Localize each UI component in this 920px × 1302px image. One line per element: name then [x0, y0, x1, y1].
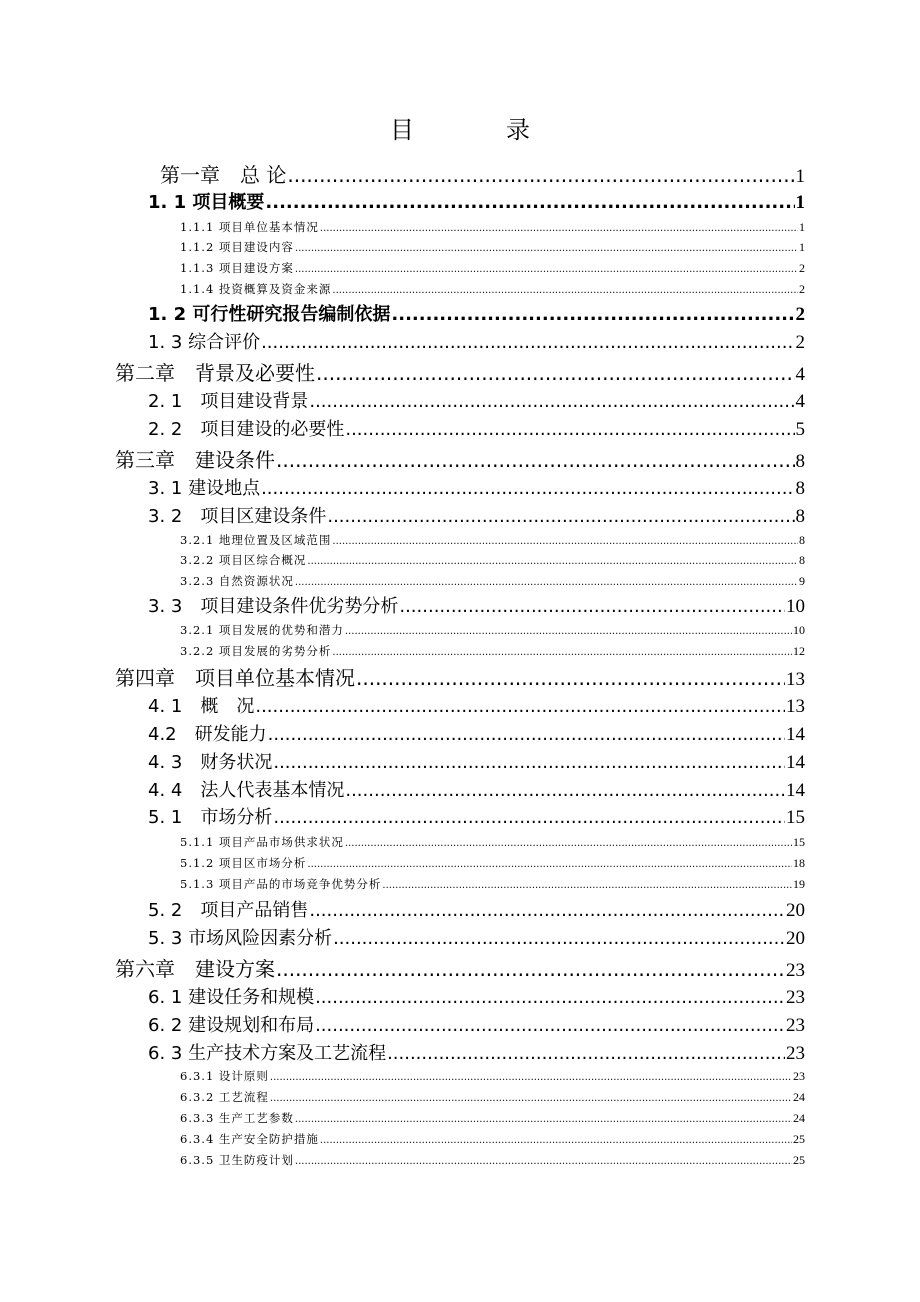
toc-leader-dots [320, 1132, 792, 1148]
toc-entry[interactable] [180, 621, 805, 639]
toc-entry-label: 6.3.1 设计原则 [180, 1069, 269, 1083]
toc-page-number: 15 [786, 807, 805, 828]
toc-leader-dots [316, 360, 795, 386]
toc-entry-label: 3. 3 项目建设条件优劣势分析 [148, 596, 399, 617]
toc-entry-label: 1.1.2 项目建设内容 [180, 240, 294, 254]
toc-leader-dots [309, 390, 794, 414]
toc-entry[interactable] [115, 665, 805, 691]
toc-entry[interactable] [180, 833, 805, 851]
toc-leader-dots [345, 835, 792, 851]
toc-page-number: 23 [793, 1069, 805, 1083]
toc-page-number: 25 [793, 1153, 805, 1167]
toc-page-number: 19 [793, 877, 805, 891]
toc-entry-label: 6. 2 建设规划和布局 [148, 1015, 315, 1036]
toc-leader-dots [295, 574, 798, 590]
toc-entry-label: 1.1.3 项目建设方案 [180, 261, 294, 275]
toc-leader-dots [307, 553, 798, 569]
toc-page-number: 1 [795, 166, 805, 187]
toc-entry[interactable] [148, 695, 805, 719]
toc-leader-dots [268, 723, 785, 747]
toc-entry[interactable] [148, 927, 805, 951]
toc-entry-label: 4. 4 法人代表基本情况 [148, 780, 345, 801]
toc-page-number: 8 [795, 478, 805, 499]
toc-page-number: 14 [786, 780, 805, 801]
toc-entry[interactable] [148, 751, 805, 775]
toc-page-number: 9 [799, 574, 805, 588]
toc-entry-label: 1.1.1 项目单位基本情况 [180, 220, 319, 234]
toc-page-number: 14 [786, 724, 805, 745]
toc-leader-dots [399, 595, 785, 619]
toc-entry[interactable] [180, 531, 805, 549]
toc-entry[interactable] [180, 280, 805, 298]
toc-page-number: 12 [793, 644, 805, 658]
toc-leader-dots [382, 877, 792, 893]
toc-page-number: 10 [793, 623, 805, 637]
toc-entry-label: 3. 2 项目区建设条件 [148, 506, 327, 527]
toc-page-number: 14 [786, 752, 805, 773]
toc-leader-dots [287, 162, 794, 188]
toc-entry-label: 6.3.2 工艺流程 [180, 1090, 269, 1104]
toc-entry[interactable] [115, 360, 805, 386]
toc-entry-label: 1. 1 项目概要 [148, 192, 265, 213]
toc-entry[interactable] [148, 303, 805, 327]
toc-page-number: 2 [799, 261, 805, 275]
toc-page-number: 24 [793, 1090, 805, 1104]
toc-page-number: 1 [799, 220, 805, 234]
toc-entry-label: 5. 1 市场分析 [148, 807, 273, 828]
toc-leader-dots [276, 956, 785, 982]
toc-leader-dots [295, 1153, 792, 1169]
toc-leader-dots [391, 303, 794, 327]
toc-entry[interactable] [180, 551, 805, 569]
toc-page-number: 4 [795, 364, 805, 385]
toc-leader-dots [307, 856, 792, 872]
toc-page-number: 23 [786, 1043, 805, 1064]
toc-entry-label: 4. 1 概 况 [148, 696, 255, 717]
toc-entry-label: 5. 3 市场风险因素分析 [148, 928, 333, 949]
toc-leader-dots [332, 282, 798, 298]
toc-entry-label: 6. 1 建设任务和规模 [148, 987, 315, 1008]
toc-leader-dots [270, 1090, 792, 1106]
toc-page-number: 8 [795, 451, 805, 472]
toc-entry[interactable] [180, 259, 805, 277]
toc-entry-label: 第三章 建设条件 [115, 448, 275, 472]
toc-entry-label: 6.3.3 生产工艺参数 [180, 1111, 294, 1125]
toc-entry-label: 3. 1 建设地点 [148, 478, 261, 499]
toc-entry[interactable] [180, 1088, 805, 1106]
toc-page-number: 20 [786, 900, 805, 921]
toc-page-number: 1 [799, 240, 805, 254]
toc-entry[interactable] [148, 779, 805, 803]
toc-leader-dots [332, 644, 792, 660]
toc-entry-label: 1.1.4 投资概算及资金来源 [180, 282, 332, 296]
toc-leader-dots [356, 665, 785, 691]
toc-entry[interactable] [180, 238, 805, 256]
toc-entry-label: 3.2.2 项目区综合概况 [180, 553, 307, 567]
toc-entry-label: 5.1.3 项目产品的市场竞争优势分析 [180, 877, 382, 891]
toc-leader-dots [387, 1042, 785, 1066]
toc-entry-label: 6. 3 生产技术方案及工艺流程 [148, 1043, 387, 1064]
toc-entry-label: 5.1.2 项目区市场分析 [180, 856, 307, 870]
toc-page-number: 18 [793, 856, 805, 870]
toc-page-number: 8 [799, 553, 805, 567]
toc-entry[interactable] [148, 899, 805, 923]
toc-page-number: 8 [799, 533, 805, 547]
toc-page-number: 13 [786, 696, 805, 717]
toc-entry[interactable] [148, 806, 805, 830]
toc-entry[interactable] [148, 1042, 805, 1066]
toc-entry-label: 第一章 总 论 [160, 163, 287, 187]
toc-entry[interactable] [148, 1014, 805, 1038]
toc-entry-label: 3.2.3 自然资源状况 [180, 574, 294, 588]
toc-entry-label: 第二章 背景及必要性 [115, 361, 315, 385]
toc-entry[interactable] [148, 418, 805, 442]
toc-leader-dots [332, 533, 798, 549]
toc-leader-dots [320, 220, 798, 236]
toc-leader-dots [327, 505, 794, 529]
toc-entry[interactable] [180, 1067, 805, 1085]
toc-leader-dots [315, 1014, 785, 1038]
toc-leader-dots [345, 623, 792, 639]
toc-leader-dots [309, 899, 785, 923]
toc-entry[interactable] [160, 162, 805, 188]
toc-leader-dots [295, 240, 798, 256]
toc-leader-dots [345, 418, 794, 442]
page-title: 目 录 [390, 116, 564, 144]
toc-page-number: 25 [793, 1132, 805, 1146]
toc-page-number: 24 [793, 1111, 805, 1125]
toc-leader-dots [333, 927, 785, 951]
toc-page-number: 23 [786, 987, 805, 1008]
toc-entry-label: 2. 1 项目建设背景 [148, 391, 309, 412]
toc-page-number: 20 [786, 928, 805, 949]
toc-entry[interactable] [148, 477, 805, 501]
toc-leader-dots [273, 751, 785, 775]
toc-entry[interactable] [180, 854, 805, 872]
toc-page-number: 2 [795, 332, 805, 353]
toc-entry[interactable] [148, 191, 805, 215]
toc-page-number: 13 [786, 669, 805, 690]
toc-leader-dots [261, 477, 794, 501]
toc-entry-label: 第六章 建设方案 [115, 957, 275, 981]
toc-leader-dots [295, 261, 798, 277]
toc-page-number: 1 [795, 192, 805, 213]
toc-entry[interactable] [180, 218, 805, 236]
toc-entry-label: 3.2.2 项目发展的劣势分析 [180, 644, 332, 658]
toc-entry[interactable] [148, 390, 805, 414]
toc-entry-label: 3.2.1 项目发展的优势和潜力 [180, 623, 344, 637]
toc-entry-label: 5. 2 项目产品销售 [148, 900, 309, 921]
toc-page-number: 23 [786, 1015, 805, 1036]
toc-leader-dots [276, 447, 795, 473]
toc-page-number: 4 [795, 391, 805, 412]
toc-page-number: 5 [795, 419, 805, 440]
toc-page-number: 10 [786, 596, 805, 617]
toc-entry[interactable] [148, 505, 805, 529]
toc-entry[interactable] [180, 1130, 805, 1148]
toc-leader-dots [255, 695, 785, 719]
toc-entry-label: 1. 3 综合评价 [148, 332, 261, 353]
toc-leader-dots [261, 331, 794, 355]
toc-entry[interactable] [115, 956, 805, 982]
toc-entry[interactable] [180, 1109, 805, 1127]
toc-entry[interactable] [180, 572, 805, 590]
toc-entry-label: 3.2.1 地理位置及区域范围 [180, 533, 332, 547]
toc-entry-label: 1. 2 可行性研究报告编制依据 [148, 304, 391, 325]
toc-entry[interactable] [180, 1151, 805, 1169]
toc-page-number: 2 [795, 304, 805, 325]
toc-page-number: 8 [795, 506, 805, 527]
toc-entry[interactable] [180, 642, 805, 660]
toc-entry[interactable] [148, 986, 805, 1010]
toc-entry-label: 6.3.5 卫生防疫计划 [180, 1153, 294, 1167]
toc-entry-label: 5.1.1 项目产品市场供求状况 [180, 835, 344, 849]
toc-entry[interactable] [115, 447, 805, 473]
toc-leader-dots [273, 806, 785, 830]
toc-leader-dots [315, 986, 785, 1010]
toc-entry[interactable] [148, 595, 805, 619]
toc-entry-label: 第四章 项目单位基本情况 [115, 666, 355, 690]
toc-page-number: 23 [786, 960, 805, 981]
toc-entry[interactable] [180, 875, 805, 893]
toc-leader-dots [345, 779, 785, 803]
toc-leader-dots [295, 1111, 792, 1127]
toc-page-number: 2 [799, 282, 805, 296]
toc-page-number: 15 [793, 835, 805, 849]
toc-entry-label: 2. 2 项目建设的必要性 [148, 419, 345, 440]
toc-entry-label: 6.3.4 生产安全防护措施 [180, 1132, 319, 1146]
toc-entry-label: 4.2 研发能力 [148, 724, 267, 745]
toc-entry-label: 4. 3 财务状况 [148, 752, 273, 773]
toc-leader-dots [265, 191, 794, 215]
toc-leader-dots [270, 1069, 792, 1085]
toc-entry[interactable] [148, 723, 805, 747]
toc-entry[interactable] [148, 331, 805, 355]
